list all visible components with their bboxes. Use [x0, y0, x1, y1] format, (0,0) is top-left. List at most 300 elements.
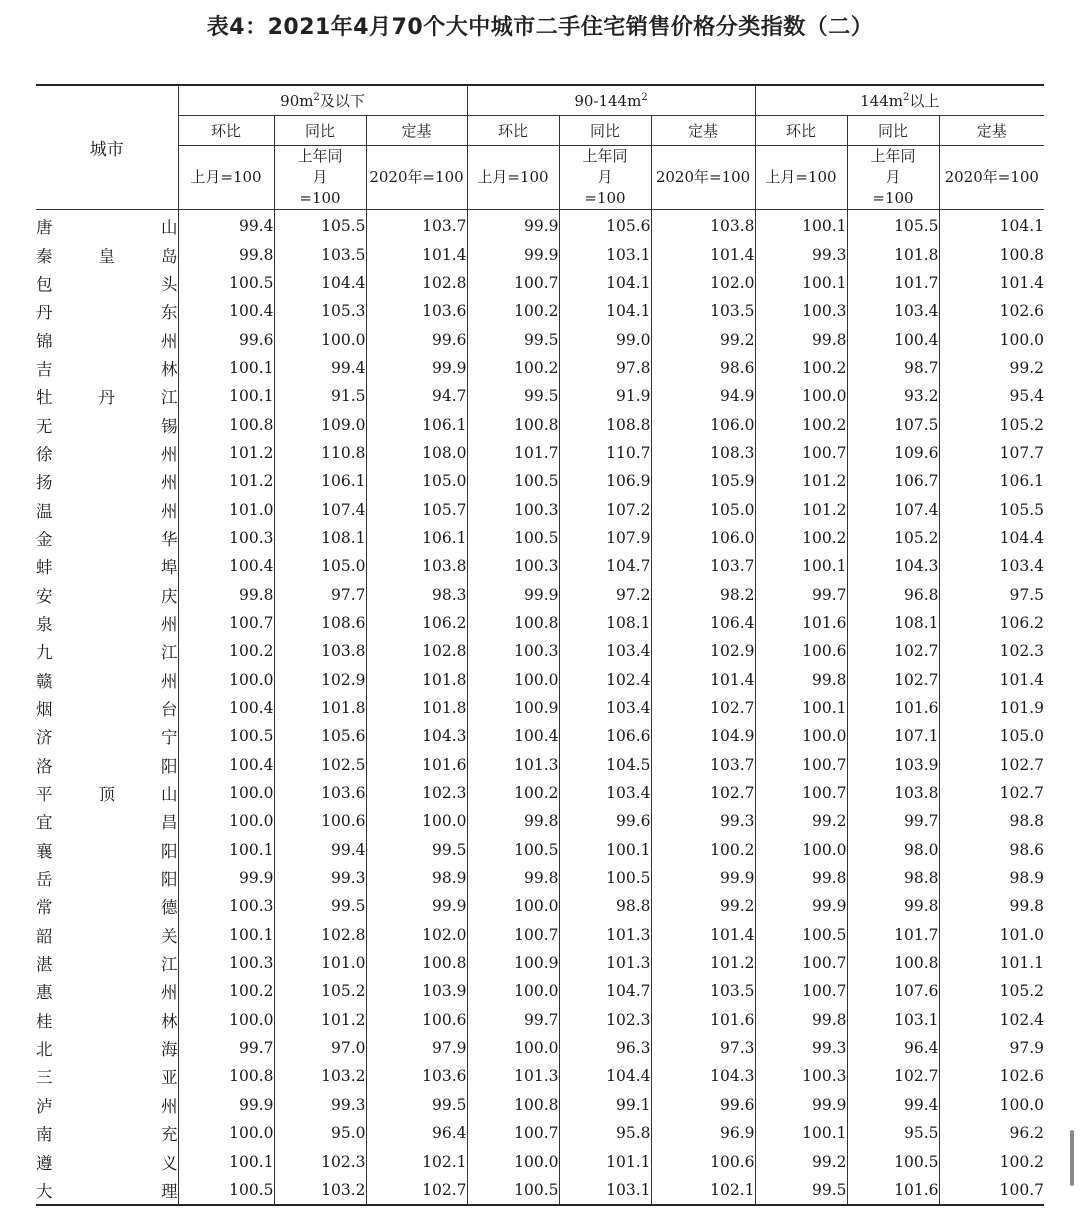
city-column-header: 城市 [36, 85, 178, 210]
city-char: 丹 [36, 303, 53, 323]
index-value: 103.8 [366, 552, 467, 580]
index-value: 102.3 [274, 1147, 366, 1175]
index-value: 99.8 [1009, 897, 1045, 916]
index-value: 103.8 [274, 637, 366, 665]
table-row [36, 1006, 1044, 1034]
index-value: 100.3 [755, 1062, 847, 1090]
city-name-chars [36, 894, 178, 918]
index-value: 108.1 [847, 609, 939, 637]
index-value: 100.5 [178, 1176, 274, 1205]
index-value: 94.7 [366, 382, 467, 410]
city-char: 州 [161, 671, 178, 691]
index-value: 100.7 [755, 751, 847, 779]
index-value: 98.2 [651, 580, 755, 608]
index-value: 91.5 [274, 382, 366, 410]
index-value: 100.3 [467, 637, 559, 665]
index-value: 104.1 [559, 297, 651, 325]
city-name-chars [36, 923, 178, 947]
city-char: 北 [36, 1040, 53, 1060]
index-value: 99.3 [755, 1034, 847, 1062]
city-char: 温 [36, 501, 53, 521]
index-value: 103.9 [847, 751, 939, 779]
index-value: 100.5 [559, 864, 651, 892]
index-value: 100.5 [178, 722, 274, 750]
table-row [36, 354, 1044, 382]
index-value: 103.7 [651, 751, 755, 779]
city-char: 岳 [36, 870, 53, 890]
index-value: 107.6 [847, 977, 939, 1005]
city-name [36, 467, 178, 495]
city-name [36, 949, 178, 977]
index-value: 105.0 [999, 727, 1045, 746]
city-char: 昌 [161, 813, 178, 833]
city-char: 台 [161, 700, 178, 720]
index-value: 97.9 [366, 1034, 467, 1062]
index-value: 105.2 [999, 982, 1045, 1001]
index-value: 100.0 [178, 666, 274, 694]
city-char: 洛 [36, 756, 53, 776]
index-value: 99.9 [366, 354, 467, 382]
city-name [36, 637, 178, 665]
index-value: 105.0 [274, 552, 366, 580]
index-value: 99.8 [755, 1006, 847, 1034]
index-value: 99.8 [755, 325, 847, 353]
index-value: 103.9 [366, 977, 467, 1005]
city-char: 吉 [36, 359, 53, 379]
city-char: 州 [161, 501, 178, 521]
city-name [36, 580, 178, 608]
index-value: 107.7 [999, 443, 1045, 462]
index-value: 106.9 [559, 467, 651, 495]
city-char: 海 [161, 1040, 178, 1060]
index-value: 100.1 [755, 269, 847, 297]
index-value: 105.2 [999, 415, 1045, 434]
index-value: 99.3 [651, 807, 755, 835]
index-value: 106.4 [651, 609, 755, 637]
index-value: 100.3 [467, 552, 559, 580]
index-value: 99.2 [651, 325, 755, 353]
index-value: 100.4 [847, 325, 939, 353]
table-row [36, 297, 1044, 325]
index-value: 100.5 [467, 1176, 559, 1205]
city-char: 泸 [36, 1096, 53, 1116]
index-value: 99.1 [559, 1091, 651, 1119]
city-name-chars [36, 1150, 178, 1174]
index-value: 100.7 [755, 949, 847, 977]
index-value: 100.7 [467, 269, 559, 297]
index-value: 100.3 [755, 297, 847, 325]
index-value: 99.8 [755, 666, 847, 694]
index-value: 97.3 [651, 1034, 755, 1062]
index-value: 103.5 [651, 977, 755, 1005]
city-char: 安 [36, 586, 53, 606]
index-value: 107.4 [847, 495, 939, 523]
index-value: 100.7 [755, 439, 847, 467]
index-value: 98.9 [366, 864, 467, 892]
index-value: 97.2 [559, 580, 651, 608]
index-value: 104.7 [559, 552, 651, 580]
city-char: 江 [161, 643, 178, 663]
city-name-chars [36, 469, 178, 493]
index-value: 100.5 [467, 467, 559, 495]
city-name-chars [36, 1008, 178, 1032]
index-value: 108.8 [559, 410, 651, 438]
city-name-chars [36, 441, 178, 465]
city-name [36, 807, 178, 835]
index-value: 103.8 [847, 779, 939, 807]
index-value: 99.9 [178, 1091, 274, 1119]
index-value: 100.4 [178, 694, 274, 722]
index-value: 99.4 [274, 836, 366, 864]
city-char: 襄 [36, 841, 53, 861]
city-char: 金 [36, 529, 53, 549]
index-value: 101.8 [366, 694, 467, 722]
index-value: 100.6 [366, 1006, 467, 1034]
city-char: 泉 [36, 614, 53, 634]
index-value: 100.8 [467, 410, 559, 438]
index-value: 100.8 [178, 410, 274, 438]
index-value: 95.0 [274, 1119, 366, 1147]
index-value: 103.4 [999, 557, 1045, 576]
table-row [36, 1034, 1044, 1062]
city-char: 锦 [36, 331, 53, 351]
base-label-mom: 上月=100 [755, 146, 847, 210]
index-value: 100.2 [178, 637, 274, 665]
city-name-chars [36, 554, 178, 578]
index-value: 100.0 [755, 382, 847, 410]
index-value: 107.2 [559, 495, 651, 523]
index-value: 99.6 [178, 325, 274, 353]
index-value: 97.5 [1009, 585, 1045, 604]
city-char: 皇 [98, 246, 115, 266]
index-value: 100.8 [178, 1062, 274, 1090]
index-value: 102.4 [559, 666, 651, 694]
city-name-chars [36, 809, 178, 833]
index-value: 101.2 [651, 949, 755, 977]
index-value: 103.2 [274, 1176, 366, 1205]
table-row [36, 779, 1044, 807]
index-value: 100.0 [467, 1147, 559, 1175]
index-value: 98.0 [847, 836, 939, 864]
table-row [36, 892, 1044, 920]
index-value: 97.7 [274, 580, 366, 608]
city-char: 州 [161, 473, 178, 493]
city-char: 州 [161, 1096, 178, 1116]
city-name [36, 1147, 178, 1175]
index-value: 100.0 [755, 722, 847, 750]
sub-header-yoy: 同比 [847, 116, 939, 146]
index-value: 103.1 [559, 240, 651, 268]
table-row [36, 495, 1044, 523]
price-index-table [36, 84, 1044, 1206]
table-row [36, 382, 1044, 410]
table-row [36, 467, 1044, 495]
index-value: 99.7 [467, 1006, 559, 1034]
city-char: 韶 [36, 926, 53, 946]
city-name [36, 210, 178, 241]
index-value: 101.4 [999, 670, 1045, 689]
city-char: 华 [161, 529, 178, 549]
index-value: 104.5 [559, 751, 651, 779]
index-value: 101.6 [847, 1176, 939, 1205]
index-value: 100.0 [366, 807, 467, 835]
index-value: 100.3 [467, 495, 559, 523]
index-value: 96.4 [847, 1034, 939, 1062]
index-value: 103.5 [274, 240, 366, 268]
index-value: 102.1 [366, 1147, 467, 1175]
city-name [36, 1119, 178, 1147]
index-value: 105.6 [559, 210, 651, 241]
city-name [36, 666, 178, 694]
city-char: 遵 [36, 1153, 53, 1173]
sub-header-fixed: 定基 [939, 116, 1044, 146]
index-value: 100.7 [178, 609, 274, 637]
index-value: 103.7 [366, 210, 467, 241]
city-char: 德 [161, 898, 178, 918]
index-value: 100.7 [467, 921, 559, 949]
index-value: 110.7 [559, 439, 651, 467]
index-value: 99.5 [274, 892, 366, 920]
city-name-chars [36, 583, 178, 607]
index-value: 100.8 [467, 1091, 559, 1119]
index-value: 100.4 [178, 751, 274, 779]
table-row [36, 977, 1044, 1005]
index-value: 107.9 [559, 524, 651, 552]
index-value: 106.0 [651, 524, 755, 552]
city-char: 蚌 [36, 558, 53, 578]
city-char: 宁 [161, 728, 178, 748]
base-label-fixed: 2020年=100 [366, 146, 467, 210]
index-value: 100.6 [274, 807, 366, 835]
city-name [36, 1006, 178, 1034]
index-value: 104.9 [651, 722, 755, 750]
index-value: 99.8 [467, 864, 559, 892]
index-value: 101.1 [999, 954, 1045, 973]
index-value: 102.7 [651, 694, 755, 722]
city-name [36, 722, 178, 750]
table-row [36, 240, 1044, 268]
city-char: 埠 [161, 558, 178, 578]
index-value: 100.4 [467, 722, 559, 750]
sub-header-mom: 环比 [467, 116, 559, 146]
table-row [36, 609, 1044, 637]
city-char: 头 [161, 274, 178, 294]
index-value: 103.1 [559, 1176, 651, 1205]
city-char: 秦 [36, 246, 53, 266]
index-value: 102.7 [847, 637, 939, 665]
index-value: 100.0 [274, 325, 366, 353]
city-name-chars [36, 214, 178, 238]
index-value: 100.5 [755, 921, 847, 949]
city-name [36, 836, 178, 864]
index-value: 102.9 [274, 666, 366, 694]
index-value: 103.4 [559, 779, 651, 807]
city-name-chars [36, 384, 178, 408]
index-value: 100.0 [467, 892, 559, 920]
city-char: 山 [161, 218, 178, 238]
city-char: 关 [161, 926, 178, 946]
index-value: 98.8 [559, 892, 651, 920]
base-label-mom: 上月=100 [467, 146, 559, 210]
city-char: 庆 [161, 586, 178, 606]
index-value: 101.4 [651, 666, 755, 694]
index-value: 99.9 [755, 892, 847, 920]
index-value: 100.1 [755, 1119, 847, 1147]
city-name [36, 297, 178, 325]
city-char: 充 [161, 1125, 178, 1145]
city-name-chars [36, 1064, 178, 1088]
index-value: 107.4 [274, 495, 366, 523]
index-value: 98.8 [847, 864, 939, 892]
index-value: 103.7 [651, 552, 755, 580]
index-value: 100.9 [467, 949, 559, 977]
index-value: 106.1 [366, 410, 467, 438]
index-value: 100.1 [178, 354, 274, 382]
index-value: 101.3 [467, 1062, 559, 1090]
index-value: 102.0 [366, 921, 467, 949]
index-value: 102.3 [999, 642, 1045, 661]
table-row [36, 722, 1044, 750]
index-value: 104.4 [274, 269, 366, 297]
index-value: 100.6 [755, 637, 847, 665]
city-name-chars [36, 639, 178, 663]
index-value: 101.3 [467, 751, 559, 779]
index-value: 99.8 [755, 864, 847, 892]
index-value: 103.4 [847, 297, 939, 325]
city-char: 九 [36, 643, 53, 663]
city-name [36, 354, 178, 382]
index-value: 100.7 [999, 1180, 1045, 1199]
index-value: 105.0 [366, 467, 467, 495]
city-char: 山 [161, 785, 178, 805]
index-value: 108.1 [274, 524, 366, 552]
index-value: 101.6 [366, 751, 467, 779]
city-char: 济 [36, 728, 53, 748]
index-value: 99.3 [274, 1091, 366, 1119]
city-name [36, 552, 178, 580]
city-char: 江 [161, 388, 178, 408]
index-value: 96.3 [559, 1034, 651, 1062]
city-name [36, 1062, 178, 1090]
city-char: 理 [161, 1181, 178, 1201]
index-value: 99.7 [847, 807, 939, 835]
city-char: 赣 [36, 671, 53, 691]
index-value: 102.7 [999, 755, 1045, 774]
index-value: 98.6 [651, 354, 755, 382]
index-value: 99.2 [755, 1147, 847, 1175]
index-value: 103.8 [651, 210, 755, 241]
index-value: 100.3 [178, 524, 274, 552]
index-value: 101.8 [847, 240, 939, 268]
index-value: 99.9 [366, 892, 467, 920]
city-char: 岛 [161, 246, 178, 266]
table-row [36, 325, 1044, 353]
index-value: 99.9 [467, 210, 559, 241]
city-name [36, 1034, 178, 1062]
index-value: 106.7 [847, 467, 939, 495]
index-value: 99.4 [178, 210, 274, 241]
city-name-chars [36, 1121, 178, 1145]
index-value: 101.9 [999, 699, 1045, 718]
index-value: 105.5 [847, 210, 939, 241]
table-row [36, 524, 1044, 552]
group-header-small: $90m^2$及以下 [178, 85, 467, 116]
index-value: 99.7 [178, 1034, 274, 1062]
city-name [36, 439, 178, 467]
index-value: 109.6 [847, 439, 939, 467]
index-value: 99.9 [755, 1091, 847, 1119]
base-label-yoy: 上年同月=100 [559, 146, 651, 210]
index-value: 101.3 [559, 921, 651, 949]
index-value: 100.0 [999, 330, 1045, 349]
index-value: 99.4 [274, 354, 366, 382]
index-value: 95.5 [847, 1119, 939, 1147]
index-value: 103.1 [847, 1006, 939, 1034]
index-value: 99.5 [366, 1091, 467, 1119]
city-name-chars [36, 1093, 178, 1117]
index-value: 98.3 [366, 580, 467, 608]
city-char: 义 [161, 1153, 178, 1173]
city-char: 州 [161, 331, 178, 351]
index-value: 100.7 [755, 779, 847, 807]
index-value: 101.7 [847, 921, 939, 949]
index-value: 102.7 [999, 784, 1045, 803]
index-value: 105.7 [366, 495, 467, 523]
table-header [36, 85, 1044, 210]
index-value: 100.2 [999, 1152, 1045, 1171]
index-value: 106.1 [366, 524, 467, 552]
scrollbar-thumb[interactable] [1070, 1130, 1074, 1186]
city-name [36, 779, 178, 807]
index-value: 99.9 [651, 864, 755, 892]
city-name [36, 694, 178, 722]
city-name [36, 410, 178, 438]
index-value: 102.7 [651, 779, 755, 807]
index-value: 101.2 [178, 467, 274, 495]
index-value: 105.5 [999, 500, 1045, 519]
index-value: 98.6 [1009, 840, 1045, 859]
city-name [36, 1091, 178, 1119]
sub-header-mom: 环比 [178, 116, 274, 146]
city-char: 顶 [98, 785, 115, 805]
table-body [36, 210, 1044, 1206]
index-value: 101.0 [178, 495, 274, 523]
city-char: 唐 [36, 218, 53, 238]
index-value: 99.6 [651, 1091, 755, 1119]
index-value: 102.8 [366, 637, 467, 665]
index-value: 100.6 [651, 1147, 755, 1175]
index-value: 100.4 [178, 552, 274, 580]
index-value: 93.2 [847, 382, 939, 410]
index-value: 101.1 [559, 1147, 651, 1175]
index-value: 98.9 [1009, 869, 1045, 888]
index-value: 100.5 [178, 269, 274, 297]
index-value: 100.1 [178, 921, 274, 949]
table-row [36, 580, 1044, 608]
sub-header-mom: 环比 [755, 116, 847, 146]
city-name-chars [36, 781, 178, 805]
city-char: 林 [161, 359, 178, 379]
city-char: 牡 [36, 388, 53, 408]
city-name-chars [36, 724, 178, 748]
index-value: 103.6 [366, 297, 467, 325]
index-value: 101.7 [847, 269, 939, 297]
index-value: 100.5 [467, 836, 559, 864]
index-value: 102.3 [366, 779, 467, 807]
index-value: 102.8 [366, 269, 467, 297]
city-name [36, 325, 178, 353]
index-value: 99.9 [467, 580, 559, 608]
